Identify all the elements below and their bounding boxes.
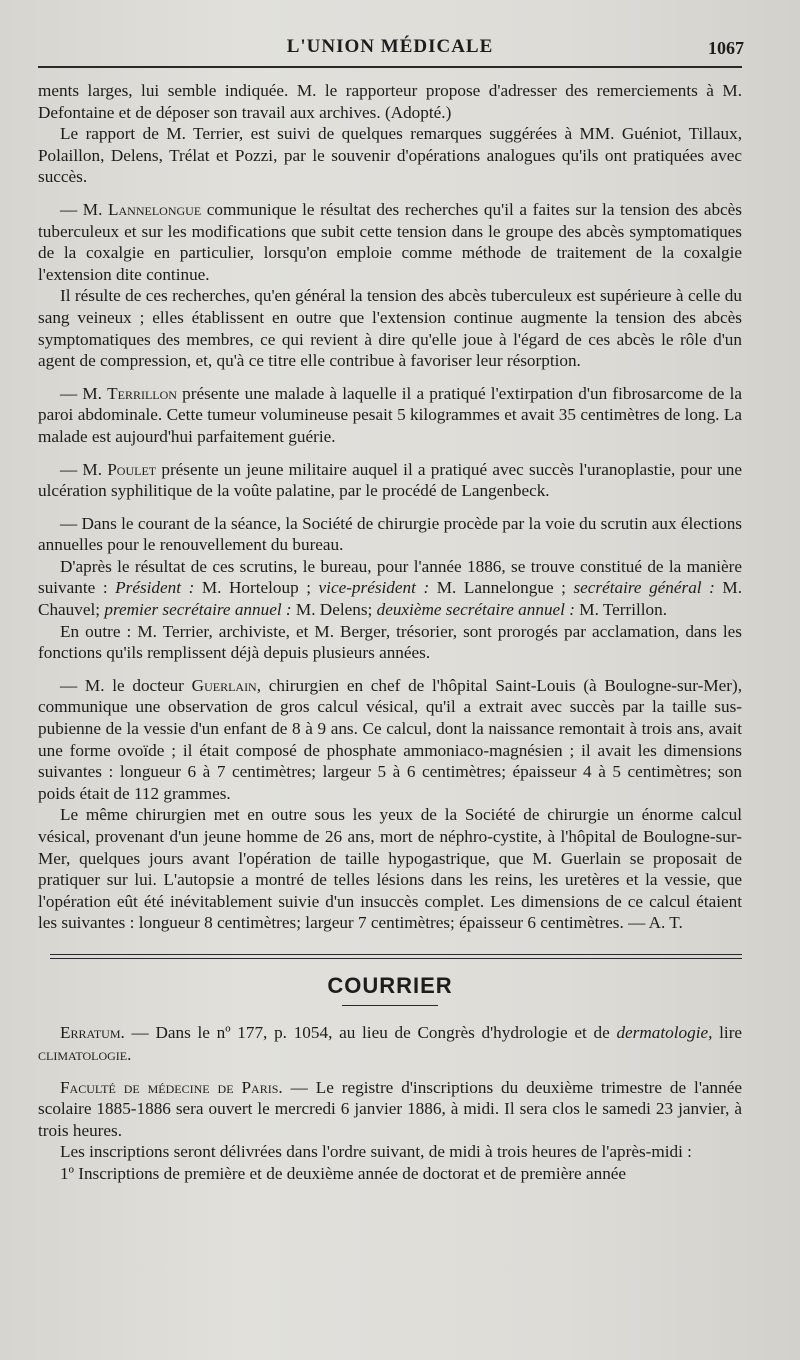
- paragraph: 1º Inscriptions de première et de deuxième année de doctorat et de première année: [60, 1164, 627, 1184]
- paragraph: — M. le docteur Guerlain, chirurgien en chef de l'hôpital Saint-Louis (à Boulogne-sur-Mer), communique une observation de gros calcul vésical, qu'il a extrait avec succès par la taille sus-pubienne de la vessie d'un enfant de 8 à 9 ans. Ce calcul, dont la naissance remontait à trois ans, avait une forme ovoïde ; il était composé de phosphate ammoniaco-magnésien ; il avait les dimensions suivantes : longueur 6 à 7 centimètres; largeur 5 à 6 centimètres; épaisseur 4 à 5 centimètres; son poids était de 112 grammes.: [38, 675, 743, 803]
- paragraph: — M. Lannelongue communique le résultat des recherches qu'il a faites sur la tension des abcès tuberculeux et sur les modifications que subit cette tension dans le groupe des abcès symptomatiques de la coxalgie en particulier, lorsqu'on emploie comme méthode de traitement de la coxalgie l'extension dite continue.: [38, 199, 742, 284]
- paragraph: — M. Poulet présente un jeune militaire auquel il a pratiqué avec succès l'uranoplastie, pour une ulcération syphilitique de la voûte palatine, par le procédé de Langenbeck.: [38, 459, 743, 501]
- author-name: Lannelongue: [108, 199, 202, 219]
- paragraph: Le rapport de M. Terrier, est suivi de quelques remarques suggérées à MM. Guéniot, Tillaux, Polaillon, Delens, Trélat et Pozzi, par le souvenir d'opérations analogues qu'ils ont pratiquées avec succès.: [38, 124, 742, 187]
- paragraph: Faculté de médecine de Paris. — Le registre d'inscriptions du deuxième trimestre de l'année scolaire 1885-1886 sera ouvert le mercredi 6 janvier 1886, à midi. Il sera clos le samedi 23 janvier, à trois heures.: [38, 1077, 743, 1140]
- paragraph: En outre : M. Terrier, archiviste, et M. Berger, trésorier, sont prorogés par acclamation, dans les fonctions qu'ils remplissent déjà depuis plusieurs années.: [38, 621, 742, 663]
- paragraph: — M. Terrillon présente une malade à laquelle il a pratiqué l'extirpation d'un fibrosarcome de la paroi abdominale. Cette tumeur volumineuse pesait 5 kilogrammes et avait 35 centimètres de long. La malade est aujourd'hui parfaitement guérie.: [38, 383, 743, 446]
- page-header: [38, 36, 742, 66]
- paragraph: ments larges, lui semble indiquée. M. le rapporteur propose d'adresser des remerciements à M. Defontaine et de déposer son travail aux archives. (Adopté.): [38, 81, 742, 122]
- header-rule: [38, 66, 742, 68]
- title-underline: [342, 1005, 438, 1007]
- paragraph: D'après le résultat de ces scrutins, le bureau, pour l'année 1886, se trouve constitué de la manière suivante : Président : M. Horteloup ; vice-président : M. Lannelongue ; secrétaire général : M. Chauvel; premier secrétaire annuel : M. Delens; deuxième secrétaire annuel : M. Terrillon.: [38, 556, 742, 620]
- paragraph: Les inscriptions seront délivrées dans l'ordre suivant, de midi à trois heures de l'après-midi :: [60, 1142, 692, 1162]
- author-name: Terrillon: [107, 383, 177, 403]
- author-name: Guerlain,: [191, 675, 262, 695]
- erratum-label: Erratum.: [60, 1023, 125, 1043]
- paragraph: Erratum. — Dans le nº 177, p. 1054, au lieu de Congrès d'hydrologie et de dermatologie, lire climatologie.: [38, 1023, 743, 1065]
- author-name: Poulet: [107, 459, 157, 479]
- paragraph: Le même chirurgien met en outre sous les yeux de la Société de chirurgie un énorme calcul vésical, provenant d'un jeune homme de 26 ans, mort de néphro-cystite, à l'hôpital de Boulogne-sur-Mer, quelques jours avant l'opération de taille hypogastrique, que M. Guerlain se proposait de pratiquer sur lui. L'autopsie a montré de telles lésions dans les reins, les uretères et la vessie, que l'opération eût été inévitablement suivie d'un insuccès complet. Les dimensions de ce calcul étaient les suivantes : longueur 8 centimètres; largeur 7 centimètres; épaisseur 6 centimètres. — A. T.: [38, 805, 742, 933]
- journal-title: L'UNION MÉDICALE: [286, 36, 494, 57]
- faculty-label: Faculté de médecine de Paris.: [60, 1077, 283, 1097]
- paragraph: — Dans le courant de la séance, la Société de chirurgie procède par la voie du scrutin aux élections annuelles pour le renouvellement du bureau.: [38, 513, 742, 555]
- paragraph: Il résulte de ces recherches, qu'en général la tension des abcès tuberculeux est supérieure à celle du sang veineux ; elles établissent en outre que l'extension continue augmente la tension des abcès symptomatiques des membres, ce qui revient à dire qu'elle joue à l'égard de ces abcès le rôle d'un agent de compression, et, qu'à ce titre elle contribue à favoriser leur résorption.: [38, 286, 742, 371]
- page-number: 1067: [708, 38, 744, 58]
- section-divider: [50, 954, 742, 959]
- section-title: COURRIER: [327, 972, 453, 998]
